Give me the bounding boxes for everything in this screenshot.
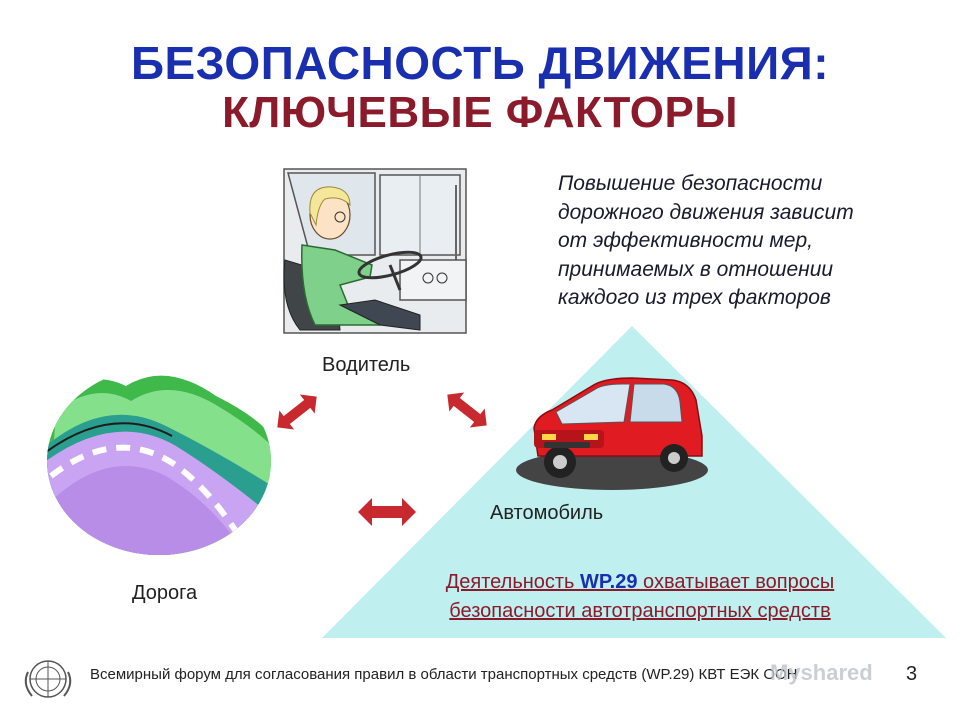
statement-line: Повышение безопасности <box>558 172 823 195</box>
slide-title-line2: КЛЮЧЕВЫЕ ФАКТОРЫ <box>222 88 738 137</box>
road-illustration <box>46 366 272 556</box>
statement-line: каждого из трех факторов <box>558 286 831 310</box>
arrow-road-driver <box>270 388 324 436</box>
car-illustration <box>512 366 712 492</box>
wp29-note-suffix: охватывает вопросы <box>637 571 835 593</box>
wp29-highlight: WP.29 <box>580 571 638 593</box>
driver-label: Водитель <box>322 354 411 376</box>
statement-line: принимаемых в отношении <box>558 257 834 281</box>
footer-text: Всемирный форум для согласования правил в области транспортных средств (WP.29) КВТ ЕЭК ООН <box>90 666 798 683</box>
un-emblem-logo <box>20 654 76 704</box>
arrow-driver-vehicle <box>440 386 494 434</box>
wp29-note-prefix: Деятельность <box>445 571 581 593</box>
statement-line: от эффективности мер, <box>558 229 813 253</box>
statement-line: дорожного движения зависит <box>558 200 854 224</box>
wp29-note-line2: безопасности автотранспортных средств <box>449 600 831 622</box>
vehicle-label: Автомобиль <box>490 502 604 524</box>
road-label: Дорога <box>132 582 198 604</box>
page-number: 3 <box>906 663 918 685</box>
wp29-note-line1 <box>380 568 900 597</box>
wp29-note[interactable] <box>380 568 900 626</box>
arrow-road-vehicle <box>356 492 418 532</box>
watermark-logo: Myshared <box>770 660 873 685</box>
driver-illustration <box>280 165 470 337</box>
statement-text <box>558 170 938 313</box>
slide-title-line1: БЕЗОПАСНОСТЬ ДВИЖЕНИЯ: <box>130 37 830 89</box>
